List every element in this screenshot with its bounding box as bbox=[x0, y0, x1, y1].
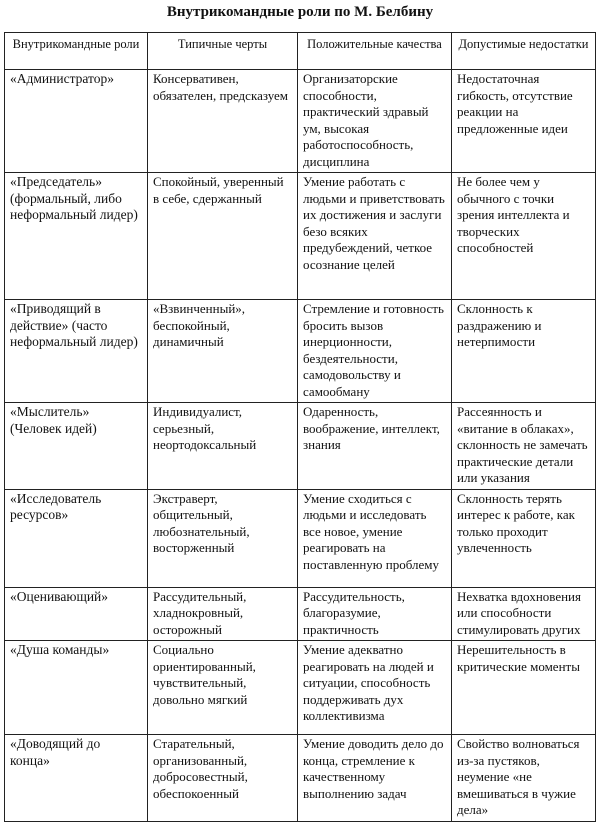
header-positive: Положительные качества bbox=[298, 33, 452, 70]
flaws-cell: Рассеянность и «витание в облаках», склонность не замечать практические детали или указания bbox=[452, 403, 596, 490]
positive-cell: Рассудительность, благоразумие, практичность bbox=[298, 587, 452, 641]
header-traits: Типичные черты bbox=[148, 33, 298, 70]
role-cell: «Администратор» bbox=[5, 70, 148, 173]
flaws-cell: Склонность к раздражению и нетерпимости bbox=[452, 300, 596, 403]
document-title: Внутрикомандные роли по М. Белбину bbox=[166, 4, 434, 20]
role-cell: «Оценивающий» bbox=[5, 587, 148, 641]
role-cell: «Душа команды» bbox=[5, 641, 148, 735]
roles-table bbox=[4, 32, 596, 822]
flaws-cell: Нехватка вдохновения или способности стимулировать других bbox=[452, 587, 596, 641]
table-row bbox=[5, 641, 596, 735]
traits-cell: Рассудительный, хладнокровный, осторожный bbox=[148, 587, 298, 641]
table-row bbox=[5, 173, 596, 300]
positive-cell: Организаторские способности, практический здравый ум, высокая работоспособность, дисциплина bbox=[298, 70, 452, 173]
flaws-cell: Нерешительность в критические моменты bbox=[452, 641, 596, 735]
traits-cell: «Взвинченный», беспокойный, динамичный bbox=[148, 300, 298, 403]
positive-cell: Одаренность, воображение, интеллект, знания bbox=[298, 403, 452, 490]
table-row bbox=[5, 300, 596, 403]
traits-cell: Социально ориентированный, чувствительный, довольно мягкий bbox=[148, 641, 298, 735]
positive-cell: Стремление и готовность бросить вызов инерционности, бездеятельности, самодовольству и самообману bbox=[298, 300, 452, 403]
traits-cell: Старательный, организованный, добросовестный, обеспокоенный bbox=[148, 735, 298, 822]
positive-cell: Умение доводить дело до конца, стремление к качественному выполнению задач bbox=[298, 735, 452, 822]
flaws-cell: Недостаточная гибкость, отсутствие реакции на предложенные идеи bbox=[452, 70, 596, 173]
table-row bbox=[5, 587, 596, 641]
traits-cell: Консервативен, обязателен, предсказуем bbox=[148, 70, 298, 173]
positive-cell: Умение адекватно реагировать на людей и ситуации, способность поддерживать дух коллективизма bbox=[298, 641, 452, 735]
positive-cell: Умение сходиться с людьми и исследовать все новое, умение реагировать на поставленную проблему bbox=[298, 489, 452, 587]
table-row bbox=[5, 403, 596, 490]
table-header-row bbox=[5, 33, 596, 70]
header-flaws: Допустимые недостатки bbox=[452, 33, 596, 70]
role-cell: «Председатель» (формальный, либо неформальный лидер) bbox=[5, 173, 148, 300]
table-row bbox=[5, 735, 596, 822]
traits-cell: Экстраверт, общительный, любознательный, восторженный bbox=[148, 489, 298, 587]
role-cell: «Доводящий до конца» bbox=[5, 735, 148, 822]
traits-cell: Индивидуалист, серьезный, неортодоксальный bbox=[148, 403, 298, 490]
flaws-cell: Свойство волноваться из-за пустяков, неумение «не вмешиваться в чужие дела» bbox=[452, 735, 596, 822]
header-role: Внутрикомандные роли bbox=[5, 33, 148, 70]
role-cell: «Исследователь ресурсов» bbox=[5, 489, 148, 587]
table-row bbox=[5, 489, 596, 587]
role-cell: «Мыслитель» (Человек идей) bbox=[5, 403, 148, 490]
table-row bbox=[5, 70, 596, 173]
traits-cell: Спокойный, уверенный в себе, сдержанный bbox=[148, 173, 298, 300]
positive-cell: Умение работать с людьми и приветствовать их достижения и заслуги безо всяких предубеждений, четкое осознание целей bbox=[298, 173, 452, 300]
flaws-cell: Не более чем у обычного с точки зрения интеллекта и творческих способностей bbox=[452, 173, 596, 300]
flaws-cell: Склонность терять интерес к работе, как только проходит увлеченность bbox=[452, 489, 596, 587]
role-cell: «Приводящий в действие» (часто неформальный лидер) bbox=[5, 300, 148, 403]
